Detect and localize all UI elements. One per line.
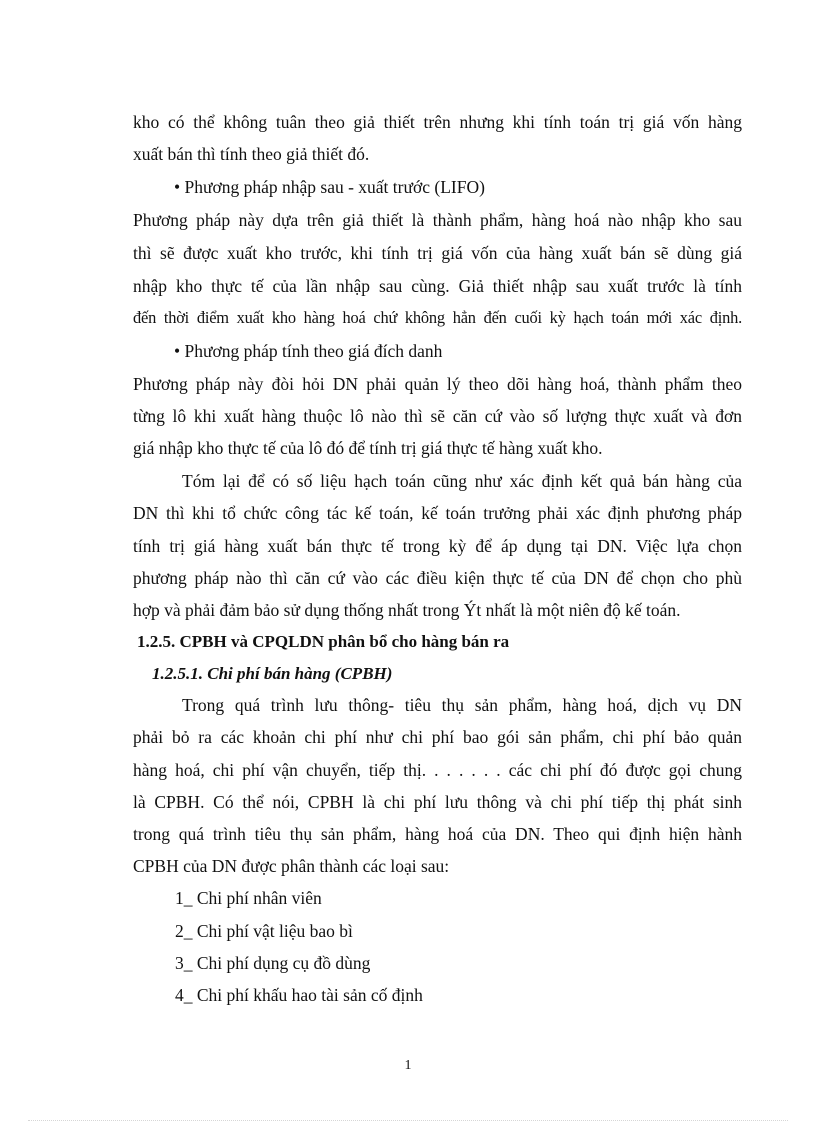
bullet-item-lifo: • Phương pháp nhập sau - xuất trước (LIFO) [174,177,485,197]
body-text-line: CPBH của DN được phân thành các loại sau: [133,856,450,876]
list-item: 1_ Chi phí nhân viên [175,888,322,908]
section-heading: 1.2.5. CPBH và CPQLDN phân bổ cho hàng bán ra [137,632,510,651]
body-text-line: đến thời điểm xuất kho hàng hoá chứ không hẳn đến cuối kỳ hạch toán mới xác định. [133,308,742,327]
body-text-line: Phương pháp này đòi hỏi DN phải quản lý theo dõi hàng hoá, thành phẩm theo [133,374,742,394]
body-text-line: phương pháp nào thì căn cứ vào các điều kiện thực tế của DN để chọn cho phù [133,568,742,588]
body-text-line: phải bỏ ra các khoản chi phí như chi phí bao gói sản phẩm, chi phí bảo quản [133,727,742,747]
list-item: 4_ Chi phí khấu hao tài sản cố định [175,985,423,1005]
body-text-line: Phương pháp này dựa trên giả thiết là thành phẩm, hàng hoá nào nhập kho sau [133,210,742,230]
paragraph-first-line: Trong quá trình lưu thông- tiêu thụ sản phẩm, hàng hoá, dịch vụ DN [182,695,742,715]
body-text-line: là CPBH. Có thể nói, CPBH là chi phí lưu thông và chi phí tiếp thị phát sinh [133,792,742,812]
subsection-heading: 1.2.5.1. Chi phí bán hàng (CPBH) [152,664,393,683]
body-text-line: giá nhập kho thực tế của lô đó để tính trị giá thực tế hàng xuất kho. [133,438,603,458]
body-text-line: tính trị giá hàng xuất bán thực tế trong kỳ để áp dụng tại DN. Việc lựa chọn [133,536,742,556]
page-number: 1 [404,1058,412,1073]
body-text-line: hợp và phải đảm bảo sử dụng thống nhất trong Ýt nhất là một niên độ kế toán. [133,600,681,620]
body-text-line: xuất bán thì tính theo giả thiết đó. [133,144,370,164]
body-text-line: trong quá trình tiêu thụ sản phẩm, hàng hoá của DN. Theo qui định hiện hành [133,824,742,844]
body-text-line: DN thì khi tổ chức công tác kế toán, kế toán trưởng phải xác định phương pháp [133,503,742,523]
body-text-line: từng lô khi xuất hàng thuộc lô nào thì sẽ căn cứ vào số lượng thực xuất và đơn [133,406,742,426]
list-item: 2_ Chi phí vật liệu bao bì [175,921,353,941]
body-text-line: thì sẽ được xuất kho trước, khi tính trị giá vốn của hàng xuất bán sẽ dùng giá [133,243,742,263]
body-text-line: hàng hoá, chi phí vận chuyển, tiếp thị. . . . . . . các chi phí đó được gọi chung [133,760,742,780]
list-item: 3_ Chi phí dụng cụ đồ dùng [175,953,371,973]
body-text-line: kho có thể không tuân theo giả thiết trên nhưng khi tính toán trị giá vốn hàng [133,112,742,132]
body-text-line: nhập kho thực tế của lần nhập sau cùng. Giả thiết nhập sau xuất trước là tính [133,276,742,296]
paragraph-first-line: Tóm lại để có số liệu hạch toán cũng như xác định kết quả bán hàng của [182,471,742,491]
bullet-item-specific-identification: • Phương pháp tính theo giá đích danh [174,341,443,361]
page-bottom-divider [28,1120,788,1121]
